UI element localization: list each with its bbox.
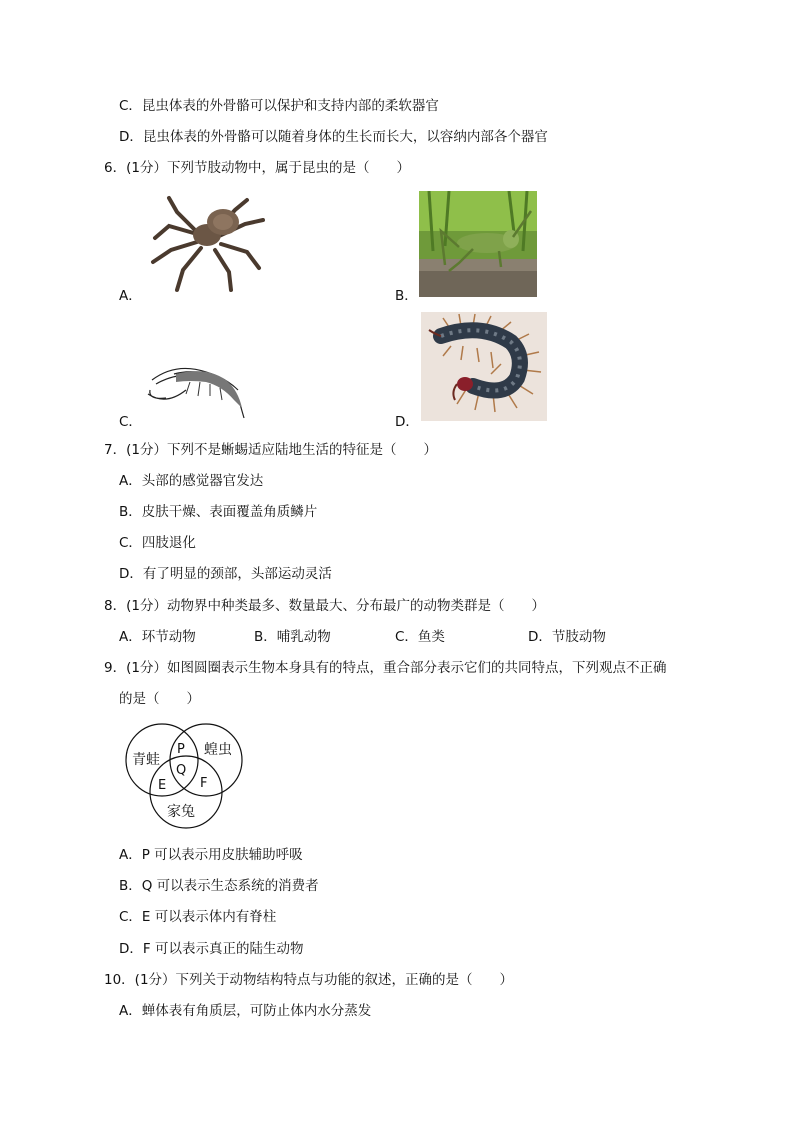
venn-label-rabbit: 家兔 (167, 804, 195, 820)
q9-stem-line1: 9．(1分）如图圆圈表示生物本身具有的特点，重合部分表示它们的共同特点，下列观点不正确 (104, 660, 667, 676)
q8-option-c: C．鱼类 (395, 629, 445, 645)
venn-label-p: P (177, 742, 185, 757)
venn-label-q: Q (176, 763, 187, 778)
q6-label-d: D． (395, 414, 419, 430)
shrimp-image (146, 360, 252, 424)
q10-stem: 10．(1分）下列关于动物结构特点与功能的叙述，正确的是（ ） (104, 972, 514, 988)
q9-option-c: C．E 可以表示体内有脊柱 (119, 909, 277, 925)
venn-label-frog: 青蛙 (132, 752, 160, 768)
grasshopper-image (419, 191, 537, 297)
q7-option-c: C．四肢退化 (119, 535, 196, 551)
centipede-image (421, 312, 547, 421)
q8-option-b: B．哺乳动物 (254, 629, 331, 645)
q9-option-b: B．Q 可以表示生态系统的消费者 (119, 878, 319, 894)
q5-option-d: D．昆虫体表的外骨骼可以随着身体的生长而长大，以容纳内部各个器官 (119, 129, 548, 145)
q6-label-a: A． (119, 288, 142, 304)
venn-label-f: F (200, 776, 208, 791)
q8-stem: 8．(1分）动物界中种类最多、数量最大、分布最广的动物类群是（ ） (104, 598, 545, 614)
q9-option-a: A．P 可以表示用皮肤辅助呼吸 (119, 847, 303, 863)
spider-image (147, 190, 267, 298)
venn-label-e: E (158, 778, 167, 793)
venn-diagram (120, 718, 250, 830)
q10-option-a: A．蝉体表有角质层，可防止体内水分蒸发 (119, 1003, 372, 1019)
q9-stem-line2: 的是（ ） (119, 691, 200, 707)
q7-option-b: B．皮肤干燥、表面覆盖角质鳞片 (119, 504, 318, 520)
q7-option-a: A．头部的感觉器官发达 (119, 473, 264, 489)
q9-option-d: D．F 可以表示真正的陆生动物 (119, 941, 304, 957)
q8-option-d: D．节肢动物 (528, 629, 606, 645)
q6-stem: 6．(1分）下列节肢动物中，属于昆虫的是（ ） (104, 160, 410, 176)
q7-option-d: D．有了明显的颈部，头部运动灵活 (119, 566, 332, 582)
venn-label-locust: 蝗虫 (204, 742, 232, 758)
q5-option-c: C．昆虫体表的外骨骼可以保护和支持内部的柔软器官 (119, 98, 439, 114)
q6-label-c: C． (119, 414, 142, 430)
q6-label-b: B． (395, 288, 418, 304)
q7-stem: 7．(1分）下列不是蜥蜴适应陆地生活的特征是（ ） (104, 442, 437, 458)
q8-option-a: A．环节动物 (119, 629, 196, 645)
